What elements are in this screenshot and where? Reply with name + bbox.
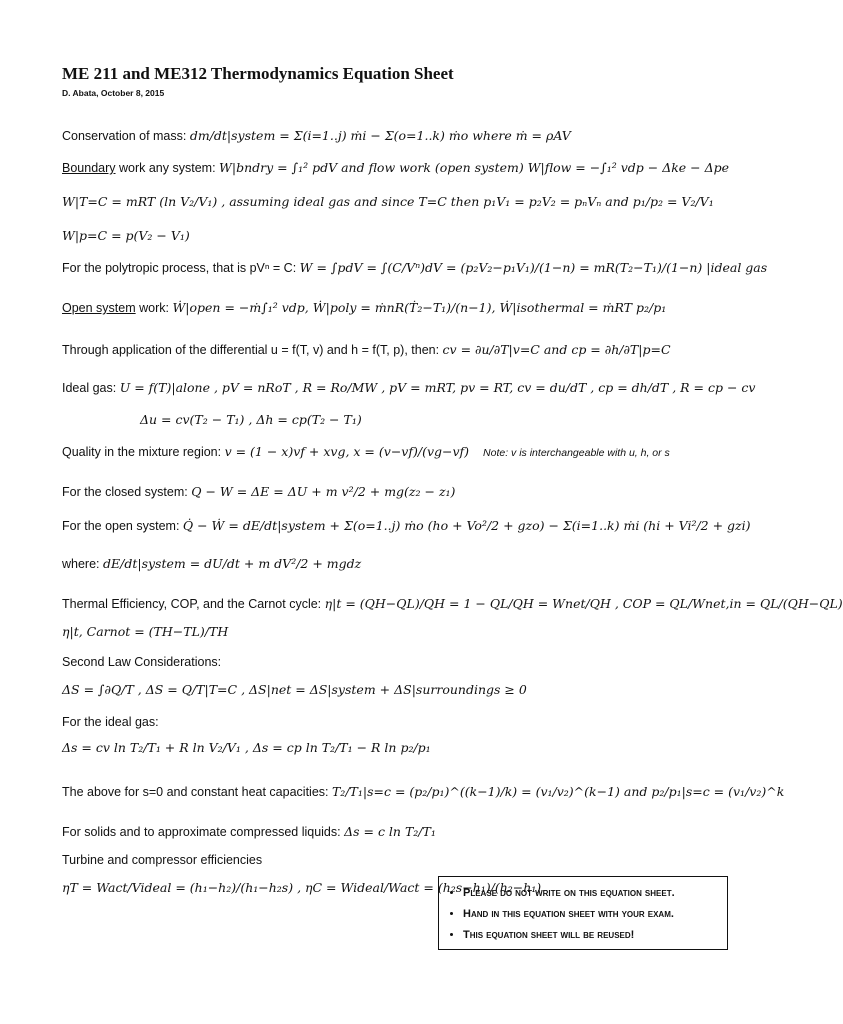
equation-line [62, 444, 670, 461]
author-line: D. Abata, October 8, 2015 [62, 88, 165, 98]
notice-item: • This equation sheet will be reused! [463, 925, 717, 946]
page-title: ME 211 and ME312 Thermodynamics Equation Sheet [62, 64, 454, 83]
equation-expression: W|bndry = ∫₁² pdV and flow work (open system) W|flow = −∫₁² vdp − Δke − Δpe [219, 160, 730, 175]
equation-line [62, 852, 262, 868]
equation-line [62, 624, 228, 640]
equation-expression: Δs = cv ln T₂/T₁ + R ln V₂/V₁ , Δs = cp ln T₂/T₁ − R ln p₂/p₁ [62, 740, 431, 755]
equation-line [62, 128, 571, 144]
equation-expression: cv = ∂u/∂T|v=C and cp = ∂h/∂T|p=C [442, 342, 671, 357]
equation-line [62, 714, 159, 730]
equation-label: Quality in the mixture region: [62, 445, 225, 459]
equation-label: The above for s=0 and constant heat capacities: [62, 785, 332, 799]
equation-expression: ΔS = ∫∂Q/T , ΔS = Q/T|T=C , ΔS|net = ΔS|system + ΔS|surroundings ≥ 0 [62, 682, 527, 697]
equation-label: where: [62, 557, 103, 571]
notice-item: • Hand in this equation sheet with your exam. [463, 904, 717, 925]
equation-label: Thermal Efficiency, COP, and the Carnot cycle: [62, 597, 325, 611]
equation-expression: U = f(T)|alone , pV = nRoT , R = Ro/MW , pV = mRT, pv = RT, cv = du/dT , cp = dh/dT , R = cp − cv [119, 380, 756, 395]
equation-expression: dE/dt|system = dU/dt + m dV²/2 + mgdz [103, 556, 362, 571]
equation-line [62, 342, 671, 358]
equation-line [62, 824, 436, 840]
equation-expression: ηT = Wact/Videal = (h₁−h₂)/(h₁−h₂s) , ηC = Wideal/Wact = (h₂s−h₁)/(h₂−h₁) [62, 880, 542, 895]
equation-line [62, 194, 714, 210]
equation-line [62, 596, 843, 612]
equation-label: work: [135, 301, 173, 315]
equation-expression: T₂/T₁|s=c = (p₂/p₁)^((k−1)/k) = (v₁/v₂)^(k−1) and p₂/p₁|s=c = (v₁/v₂)^k [331, 784, 785, 799]
equation-expression: Q − W = ΔE = ΔU + m v²/2 + mg(z₂ − z₁) [191, 484, 456, 499]
equation-expression: W|p=C = p(V₂ − V₁) [62, 228, 190, 243]
equation-expression: v = (1 − x)vf + xvg, x = (v−vf)/(vg−vf) [224, 444, 470, 459]
equation-line [62, 518, 751, 534]
equation-label: Ideal gas: [62, 381, 120, 395]
equation-label: Second Law Considerations: [62, 655, 222, 669]
equation-label: For the polytropic process, that is pVⁿ = C: [62, 261, 300, 275]
equation-label: For the ideal gas: [62, 715, 159, 729]
equation-line [62, 654, 221, 670]
equation-expression: Δs = c ln T₂/T₁ [344, 824, 436, 839]
equation-label: work any system: [115, 161, 220, 175]
notice-box [438, 876, 728, 950]
equation-line [62, 160, 729, 176]
equation-line [62, 682, 527, 698]
equation-line [62, 740, 431, 756]
equation-label: Turbine and compressor efficiencies [62, 853, 263, 867]
notice-item: • Please do not write on this equation sheet. [463, 883, 717, 904]
equation-label: For the open system: [62, 519, 183, 533]
equation-label: For the closed system: [62, 485, 192, 499]
equation-expression: Q̇ − Ẇ = dE/dt|system + Σ(o=1..j) ṁo (ho + Vo²/2 + gzo) − Σ(i=1..k) ṁi (hi + Vi²/2 + gzi) [182, 518, 751, 533]
equation-line [62, 556, 361, 572]
equation-line [62, 300, 666, 316]
equation-expression: dm/dt|system = Σ(i=1..j) ṁi − Σ(o=1..k) ṁo where ṁ = ρAV [189, 128, 571, 143]
equation-label: Through application of the differential u = f(T, v) and h = f(T, p), then: [62, 343, 443, 357]
equation-expression: Δu = cv(T₂ − T₁) , Δh = cp(T₂ − T₁) [140, 412, 362, 427]
equation-expression: W = ∫pdV = ∫(C/Vⁿ)dV = (p₂V₂−p₁V₁)/(1−n) = mR(T₂−T₁)/(1−n) |ideal gas [299, 260, 768, 275]
equation-label-underlined: Boundary [62, 161, 116, 175]
equation-line [140, 412, 362, 428]
equation-expression: η|t = (QH−QL)/QH = 1 − QL/QH = Wnet/QH , COP = QL/Wnet,in = QL/(QH−QL) [324, 596, 843, 611]
equation-note: Note: v is interchangeable with u, h, or s [483, 447, 670, 459]
equation-label-underlined: Open system [62, 301, 136, 315]
equation-line [62, 484, 455, 500]
equation-line [62, 260, 767, 276]
equation-expression: W|T=C = mRT (ln V₂/V₁) , assuming ideal gas and since T=C then p₁V₁ = p₂V₂ = pₙVₙ and p₁/p₂ = V₂/V₁ [62, 194, 714, 209]
equation-expression: η|t, Carnot = (TH−TL)/TH [62, 624, 229, 639]
equation-label: Conservation of mass: [62, 129, 190, 143]
equation-expression: Ẇ|open = −ṁ∫₁² vdp, Ẇ|poly = ṁnR(Ṫ₂−T₁)/(n−1), Ẇ|isothermal = ṁRT p₂/p₁ [172, 300, 667, 315]
equation-label: For solids and to approximate compressed liquids: [62, 825, 345, 839]
equation-line [62, 784, 784, 800]
equation-line [62, 380, 756, 396]
equation-line [62, 228, 190, 244]
